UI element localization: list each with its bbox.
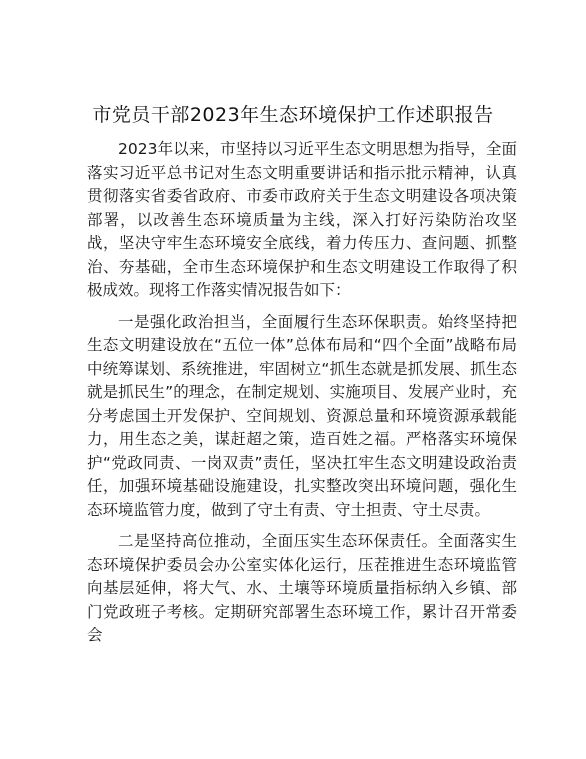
paragraph-text: 始终坚持把生态文明建设放在“五位一体”总体布局和“四个全面”战略布局中统筹谋划、系统推进，牢固树立“抓生态就是抓发展、抓生态就是抓民生”的理念，在制定规划、实施项目、发展产业时，充分考虑国土开发保护、空间规划、资源总量和环境资源承载能力，用生态之美，谋赶超之策，造百姓之福。严格落实环境保护“党政同责、一岗双责”责任，坚决扛牢生态文明建设政治责任，加强环境基础设施建设，扎实整改突出环境问题，强化生态环境监管力度，做到了守土有责、守土担责、守土尽责。 (87, 312, 517, 519)
paragraph-lead: 二是坚持高位推动，全面压实生态环保责任。 (118, 532, 438, 550)
paragraph-text: 全面落实生态环境保护委员会办公室实体化运行，压茬推进生态环境监管向基层延伸，将大气、水、土壤等环境质量指标纳入乡镇、部门党政班子考核。定期研究部署生态环境工作，累计召开常委会 (87, 532, 517, 644)
document-title: 市党员干部2023年生态环境保护工作述职报告 (92, 104, 494, 126)
paragraph-item-1 (87, 311, 517, 523)
paragraph-intro (87, 138, 517, 303)
document-body (87, 138, 517, 648)
paragraph-text: 2023年以来，市坚持以习近平生态文明思想为指导，全面落实习近平总书记对生态文明重要讲话和指示批示精神，认真贯彻落实省委省政府、市委市政府关于生态文明建设各项决策部署，以改善生态环境质量为主线，深入打好污染防治攻坚战，坚决守牢生态环境安全底线，着力传压力、查问题、抓整治、夯基础，全市生态环境保护和生态文明建设工作取得了积极成效。现将工作落实情况报告如下： (87, 140, 517, 299)
paragraph-item-2 (87, 530, 517, 648)
paragraph-lead: 一是强化政治担当，全面履行生态环保职责。 (118, 312, 438, 331)
